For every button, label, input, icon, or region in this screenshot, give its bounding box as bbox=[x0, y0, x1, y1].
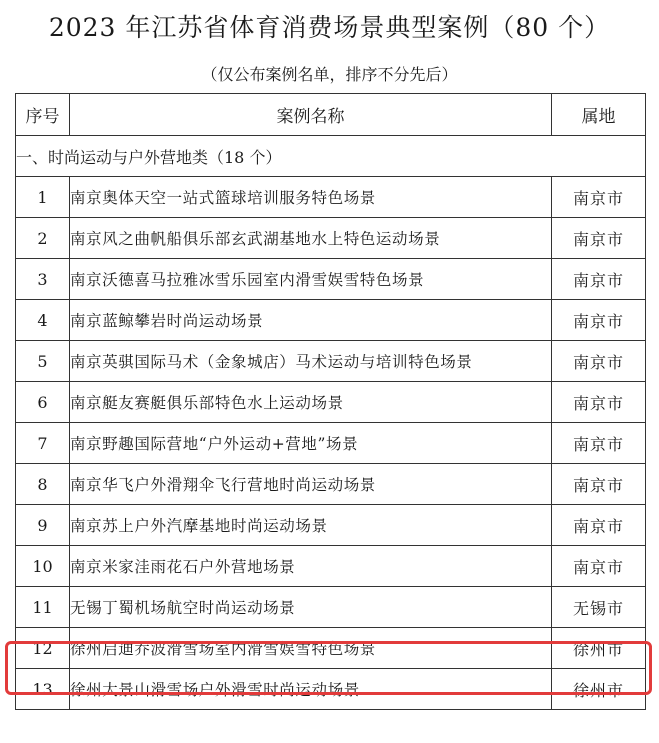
row-location: 南京市 bbox=[552, 423, 646, 464]
row-no: 11 bbox=[16, 587, 70, 628]
row-location: 徐州市 bbox=[552, 628, 646, 669]
row-location: 南京市 bbox=[552, 382, 646, 423]
row-name: 南京苏上户外汽摩基地时尚运动场景 bbox=[70, 505, 552, 546]
category-row bbox=[16, 136, 646, 177]
row-no: 1 bbox=[16, 177, 70, 218]
table-row bbox=[16, 464, 646, 505]
row-no: 6 bbox=[16, 382, 70, 423]
table-row bbox=[16, 341, 646, 382]
row-location: 南京市 bbox=[552, 505, 646, 546]
row-name: 徐州大景山滑雪场户外滑雪时尚运动场景 bbox=[70, 669, 552, 710]
row-name: 南京野趣国际营地“户外运动+营地”场景 bbox=[70, 423, 552, 464]
row-location: 南京市 bbox=[552, 341, 646, 382]
row-name: 无锡丁蜀机场航空时尚运动场景 bbox=[70, 587, 552, 628]
row-location: 南京市 bbox=[552, 546, 646, 587]
row-name: 南京蓝鲸攀岩时尚运动场景 bbox=[70, 300, 552, 341]
table-row bbox=[16, 382, 646, 423]
table-row bbox=[16, 669, 646, 710]
row-location: 南京市 bbox=[552, 464, 646, 505]
header-name: 案例名称 bbox=[70, 94, 552, 136]
table-header-row bbox=[16, 94, 646, 136]
row-name: 南京奥体天空一站式篮球培训服务特色场景 bbox=[70, 177, 552, 218]
row-name: 南京艇友赛艇俱乐部特色水上运动场景 bbox=[70, 382, 552, 423]
document-subtitle: （仅公布案例名单，排序不分先后） bbox=[201, 65, 458, 84]
category-label: 一、时尚运动与户外营地类（18 个） bbox=[16, 136, 646, 177]
row-location: 南京市 bbox=[552, 259, 646, 300]
table-row-highlighted bbox=[16, 628, 646, 669]
row-location: 南京市 bbox=[552, 218, 646, 259]
case-table bbox=[15, 93, 646, 710]
table-row bbox=[16, 177, 646, 218]
row-no: 7 bbox=[16, 423, 70, 464]
row-location: 南京市 bbox=[552, 177, 646, 218]
row-name: 南京沃德喜马拉雅冰雪乐园室内滑雪娱雪特色场景 bbox=[70, 259, 552, 300]
row-name: 南京米家洼雨花石户外营地场景 bbox=[70, 546, 552, 587]
row-no: 12 bbox=[16, 628, 70, 669]
row-name: 南京华飞户外滑翔伞飞行营地时尚运动场景 bbox=[70, 464, 552, 505]
row-name: 南京英骐国际马术（金象城店）马术运动与培训特色场景 bbox=[70, 341, 552, 382]
row-no: 5 bbox=[16, 341, 70, 382]
row-no: 2 bbox=[16, 218, 70, 259]
table-row bbox=[16, 423, 646, 464]
table-row bbox=[16, 259, 646, 300]
row-name: 南京风之曲帆船俱乐部玄武湖基地水上特色运动场景 bbox=[70, 218, 552, 259]
row-name: 徐州启迪乔波滑雪场室内滑雪娱雪特色场景 bbox=[70, 628, 552, 669]
table-row bbox=[16, 546, 646, 587]
row-no: 8 bbox=[16, 464, 70, 505]
table-row bbox=[16, 218, 646, 259]
table-row bbox=[16, 505, 646, 546]
row-no: 3 bbox=[16, 259, 70, 300]
header-location: 属地 bbox=[552, 94, 646, 136]
row-no: 4 bbox=[16, 300, 70, 341]
row-location: 徐州市 bbox=[552, 669, 646, 710]
row-no: 10 bbox=[16, 546, 70, 587]
header-no: 序号 bbox=[16, 94, 70, 136]
row-location: 南京市 bbox=[552, 300, 646, 341]
table-row bbox=[16, 300, 646, 341]
table-row bbox=[16, 587, 646, 628]
row-no: 13 bbox=[16, 669, 70, 710]
document-title: 2023 年江苏省体育消费场景典型案例（80 个） bbox=[48, 13, 611, 42]
row-no: 9 bbox=[16, 505, 70, 546]
row-location: 无锡市 bbox=[552, 587, 646, 628]
